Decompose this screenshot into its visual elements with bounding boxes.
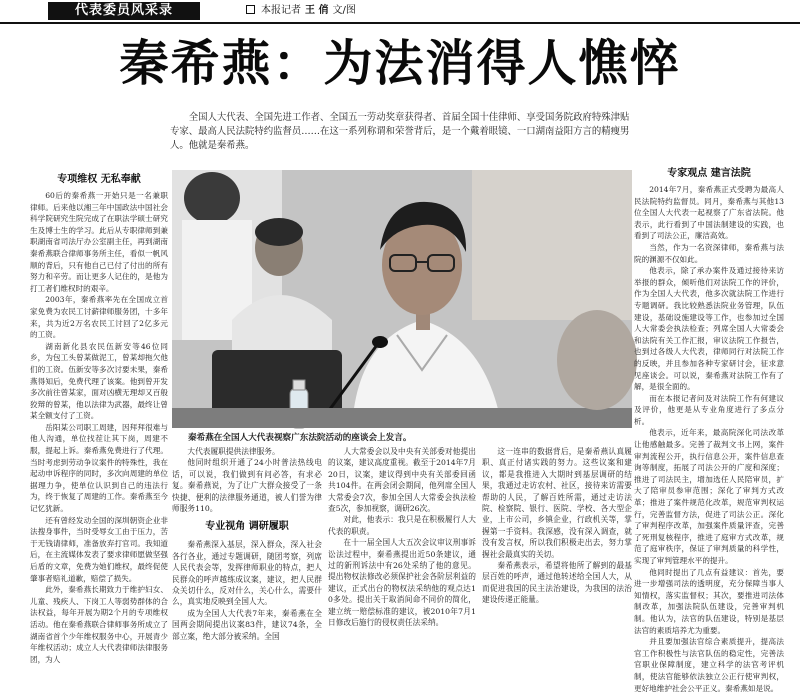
byline-author: 王 俏 [305,5,329,16]
left-paragraph: 60后的秦希燕一开始只是一名兼职律师。后来他以湘三年中国政法中国社会科学院研究生院完成了在职法学硕士研究生及博士生的学习。此后从专职律师到兼职湖南省司法厅办公室副主任，再到湖南秦希燕联合律师事务所主任，看似一帆风顺的背后，只有他自己已付了付出的所有努力和辛劳。而让更多人记住的，是他为打工者们维权时的艰辛。 [30,191,168,293]
news-photo [172,170,632,428]
byline-suffix: 文/图 [332,5,356,16]
left-column [30,172,168,670]
header-rule [0,22,800,24]
header-bar [0,0,800,22]
bottom2-paragraph: 人大常委会以及中央有关部委对他提出的议案，建议高度重视。截至于2014年7月20日，议案，建议得到中央有关部委回函共104件。在两会闭会期间，他列席全国人大常委会7次，参加全国人大常委会执法检查5次，参加视察，调研26次。 [328,447,476,514]
bottom1-paragraph: 秦希燕深入基层，深入群众，深入社会各行各业，通过专题调研，随团考察，列席人民代表会等，发挥律师职业的特点，把人民群众的呼声越练成议案，建议，把人民群众关切什么，反对什么，关心什么，需要什么，真实地反映到全国人大。 [172,540,322,607]
bottom-column-3 [482,446,632,670]
right-paragraph: 2014年7月，秦希燕正式受聘为最高人民法院特约监督员。同月，秦希燕与其他13位全国人大代表一起视察了广东省法院。他表示，此行看到了中国法制建设的实践，也看到了司法公正，廉洁高效。 [634,185,784,241]
right-paragraph: 而在本报记者问及对法院工作有何建议及评价，他更是从专业角度进行了多点分析。 [634,393,784,426]
bottom-column-2 [328,446,476,670]
byline-prefix: 本报记者 [261,5,301,16]
left-paragraph: 此外，秦希燕长期致力于维护妇女、儿童、残疾人、下岗工人等弱势群体的合法权益，每年开展为期2个月的专项维权活动。他在秦希燕联合律师事务所成立了湖南省首个少年维权服务中心，开展青少年维权活动；成立人大代表律师法律服务团，为人 [30,585,168,664]
headline: 秦希燕：为法消得人憔悴 [119,35,681,92]
photo-caption: 秦希燕在全国人大代表视察广东法院活动的座谈会上发言。 [188,433,412,443]
right-paragraph: 并且要加强法官综合素质提升，提高法官工作积极性与法官队伍的稳定性，完善法官职业保障制度，建立科学的法官考评机制，使法官能够依法独立公正行使审判权，更好地维护社会公平正义。秦希燕如是说。 [634,637,784,693]
bottom1-paragraph: 成为全国人大代表7年来，秦希燕在全国两会期间提出议案83件，建议74条，全部立案，绝大部分被采纳。全国 [172,608,322,641]
bottom-columns [172,446,632,670]
byline [246,4,356,18]
right-paragraph: 他表示，除了承办案件及通过接待来访举报的群众，倾听他们对法院工作的评价，作为全国人大代表，他多次就法院工作进行专题调研。我比较熟悉法院业务管理，队伍建设，基础设施建设等工作，也参加过全国人大常委会执法检查；列席全国人大常委会和法院有关工作汇报，审议法院工作报告，也到过各级人大代表，律师同行对法院工作的反映，并且参加各种专家研讨会，征求意见座谈会。可以说，秦希燕对法院工作有了解，是很全面的。 [634,266,784,392]
column-tag: 代表委员风采录 [48,2,200,20]
right-paragraph: 他同时提出了几点有益建议：首先，要进一步增强司法的透明度，充分保障当事人知情权，落实监督权；其次，要推进司法体制改革，加强法院队伍建设，完善审判机制。他认为，法官的队伍建设，特别是基层法官的素质培养尤为重要。 [634,567,784,635]
bottom1-subheading: 专业视角 调研履职 [205,521,289,533]
bottom1-paragraph: 大代表履职提供法律服务。 [187,447,280,456]
left-column-heading: 专项维权 无私奉献 [57,174,141,185]
lead-paragraph: 全国人大代表、全国先进工作者、全国五一劳动奖章获得者、首届全国十佳律师、享受国务院政府特殊津贴专家、最高人民法院特约监督员……在这一系列称谓和荣誉背后，是一个戴着眼镜、一口湖南益阳方言的精瘦男人。他就是秦希燕。 [170,112,630,151]
bottom2-paragraph: 对此，他表示：我只是在积极履行人大代表的职责。 [328,515,476,536]
bottom2-paragraph: 在十一届全国人大五次会议审议刑事诉讼法过程中，秦希燕提出近50条建议，通过的新刑诉法中有26处采纳了他的意见。提出物权法修改必须保护社会各阶层利益的建议，正式出台的物权法采纳他的观点达10多处。提出关于取消间命不同价的简化，建立统一赔偿标准的建议，被2010年7月1日修改后施行的侵权责任法采纳。 [328,538,476,628]
bottom3-paragraph: 秦希燕表示，希望将他所了解到的最基层百姓的呼声，通过他转述给全国人大，从而促进我国的民主法治建设，为我国的法治建设传递正能量。 [482,561,632,605]
left-paragraph: 湖南新化县农民伍新安等46位同乡，为包工头曾某做泥工，曾某却拖欠他们的工资。伍新安等多次讨要未果，秦希燕得知后，免费代理了该案。他到曾开发多次前往曾某家，面对凶横无理却又百般狡辩的曾某，他以法律为武器，最终让曾某全额支付了工资。 [30,341,168,421]
left-paragraph: 还有曾经发动全国的深圳朝资企业非法搜身事件，当时受辱女工由于压力，苦于无钱请律师，准备放弃打官司。我知道后，在主流媒体发表了要求律师愿做坚强后盾的文章，免费为她们维权，最终促使肇事者赔礼道歉，赔偿了损失。 [30,515,168,583]
right-column [634,166,784,693]
bottom3-paragraph: 这一连串的数据背后，是秦希燕认真履职、真正付诸实践的努力。这些议案和建议，都是我推进入大期时到基层调研的结果，我通过走访农村、社区，接待来访需要帮助的人民，了解百姓所需，通过走访法院、检察院、银行、医院、学校、各大型企业，上市公司，乡镇企业，行政机关等，掌握第一手资料。我深感，没有深入调查，就没有发言权，所以我们积极走出去，努力掌握社会最真实的关切。 [482,447,632,559]
right-paragraph: 他表示，近年来，最高院深化司法改革让他感触最多。完善了裁判文书上网，案件审判流程公开，执行信息公开，案件信息查询等制度，拓展了司法公开的广度和深度；推进了司法民主，增加选任人民陪审员，扩大了陪审员参审范围；深化了审判方式改革；推进了案件规范化改革，规范审判权运行，完善监督方法，促进了司法公正。深化了审判程序改革，加强案件质量评查，完善了死刑复核程序，推进了庭审方式改革，规范了庭审秩序，保证了审判质量的科学性，实现了审判管理水平的提升。 [634,428,784,565]
left-paragraph: 2003年，秦希燕率先在全国成立首家免费为农民工讨薪律师服务团，十多年来，共为近2万名农民工讨回了2亿多元的工资。 [30,295,168,340]
left-paragraph: 岳阳某公司职工周建，因拜拜很难与他人沟通，单位找茬让其下岗，周建不服，提起上诉。秦希燕免费进行了代理。当时考虑到劳动争议案件的特殊性，我在起动申诉程序的同时，多次向周建的单位据理力争，使单位认识到自己的违法行为，终于恢复了周建的工作。秦希燕至今记忆犹新。 [30,422,168,514]
right-column-heading: 专家观点 建言法院 [667,168,751,179]
right-paragraph: 当然，作为一名资深律师，秦希燕与法院的渊源不仅如此。 [634,242,784,264]
square-icon [246,5,255,14]
bottom1-paragraph: 他同时组织开通了24小时普法热线电话，可以说，我们做到有问必答，有求必复。秦希燕说，为了让广大群众接受了一条快捷、便利的法律服务通道，被人们誉为律师服务110。 [172,458,322,514]
bottom-column-1 [172,446,322,670]
photo-illustration [172,170,632,428]
